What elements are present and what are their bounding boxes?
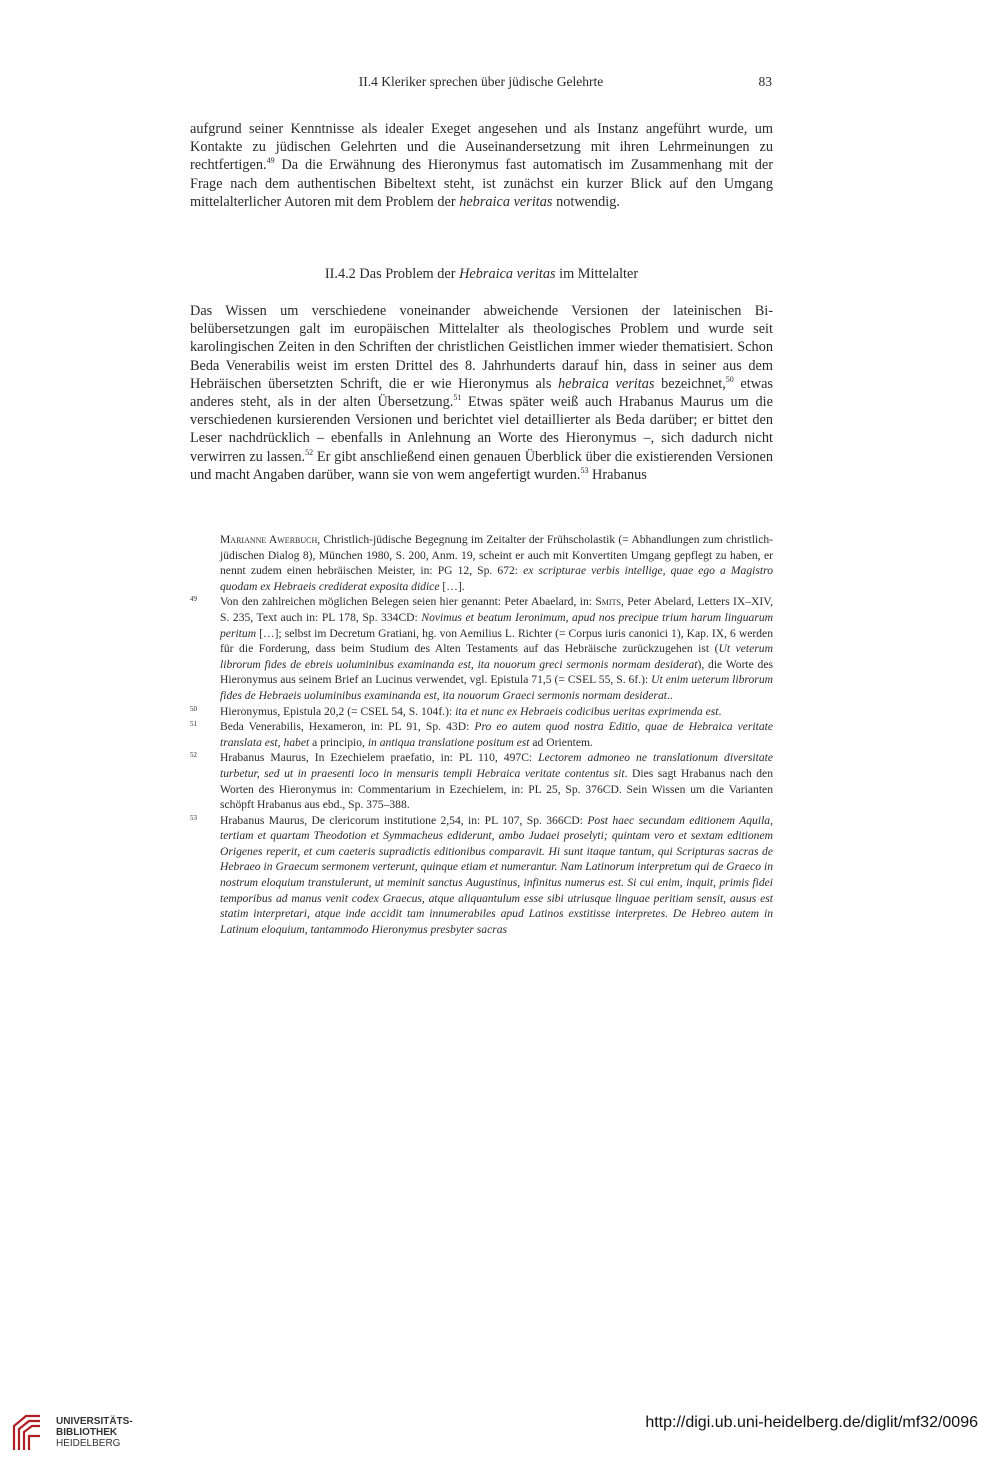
running-head bbox=[190, 74, 772, 94]
section-heading: II.4.2 Das Problem der Hebraica veritas im Mittelalter bbox=[324, 266, 639, 282]
footnote-ref-50[interactable]: 50 bbox=[725, 375, 734, 385]
body-paragraph-1: aufgrund seiner Kenntnisse als idealer Exeget angesehen und als Instanz angeführt wurde, um Kontakte zu jüdischen Gelehrten und die Auseinandersetzung mit ihren Lehrmeinungen zu rechtfertigen.$^{49}$ Da die Erwähnung des Hieronymus fast automatisch im Zusammenhang mit der Frage nach dem authentischen Bibeltext steht, ist zunächst ein kurzer Blick auf den Umgang mittelalterlicher Autoren mit dem Problem der hebraica veritas notwendig. bbox=[190, 121, 773, 210]
footnote-number: 49 bbox=[190, 595, 197, 604]
footnote-number: 53 bbox=[190, 813, 197, 822]
footnote-ref-51[interactable]: 51 bbox=[453, 393, 462, 403]
footnote-51: 51 Beda Venerabilis, Hexameron, in: PL 91, Sp. 43D: Pro eo autem quod nostra Editio, quae de Hebraica veritate translata est, habet a principio, in antiqua translatione positum est ad Orientem. bbox=[190, 719, 773, 750]
library-logo-text: UNIVERSITÄTS- BIBLIOTHEK HEIDELBERG bbox=[56, 1416, 133, 1449]
library-logo-icon bbox=[10, 1412, 50, 1454]
footnote-number: 50 bbox=[190, 704, 197, 713]
footnote-ref-53[interactable]: 53 bbox=[580, 466, 589, 476]
running-title: II.4 Kleriker sprechen über jüdische Gelehrte bbox=[358, 74, 604, 89]
page-number: 83 bbox=[758, 74, 772, 89]
footnote-number: 51 bbox=[190, 720, 197, 729]
library-logo[interactable] bbox=[10, 1412, 150, 1456]
footnote-continuation: Marianne Awerbuch, Christlich-jüdische Begegnung im Zeitalter der Frühscholastik (= Abhandlungen zum christlich-jüdischen Dialog 8), München 1980, S. 200, Anm. 19, scheint er auch mit Konvertiten Umgang gepflegt zu haben, er nennt zudem einen hebräischen Meister, in: PG 12, Sp. 672: ex scripturae verbis intellige, quae ego a Magistro quodam ex Hebraeis crediderat exposita didice […]. bbox=[220, 533, 773, 593]
footnote-53: 53 Hrabanus Maurus, De clericorum institutione 2,54, in: PL 107, Sp. 366CD: Post haec secundam editionem Aquila, tertiam et quartam Theodotion et Symmacheus ediderunt, ambo Judaei proselyti; quintam vero et sextam editionem Origenes reperit, et cum caeteris supradictis editionibus comparavit. Hi sunt itaque tantum, qui Scripturas sacras de Hebraeo in Graecum sermonem verterunt, quinque etiam et numerantur. Nam Latinorum interpretum qui de Graeco in nostrum eloquium transtulerunt, ut meminit sanctus Augustinus, infinitus numerus est. Si cui enim, inquit, primis fidei temporibus ad manus venit codex Graecus, atque aliquantulum esse sibi utriusque linguae peritiam sensit, ausus est statim interpretari, atque inde accidit tam innumerabiles apud Latinos exstitisse interpretes. De Hebreo autem in Latinum eloquium, tantammodo Hieronymus presbyter sacras bbox=[190, 813, 773, 938]
footnote-52: 52 Hrabanus Maurus, In Ezechielem praefatio, in: PL 110, 497C: Lectorem admoneo ne translationum diversitate turbetur, sed ut in praesenti loco in mensuris templi Hebraica veritate contentus sit. Dies sagt Hrabanus nach den Worten des Hieronymus in: Commentarium in Ezechielem, in: PL 25, Sp. 376CD. Sein Wissen um die Varianten schöpft Hrabanus aus ebd., Sp. 375–388. bbox=[190, 750, 773, 812]
footnotes bbox=[190, 532, 773, 937]
body-paragraph-2: Das Wissen um verschiedene voneinander abweichende Versionen der lateinischen Bibelübersetzungen galt im europäischen Mittelalter als theologisches Problem und wurde seit karolingischen Zeiten in den Schriften der christlichen Geistlichen immer wieder thematisiert. Schon Beda Venerabilis weist im ersten Drittel des 8. Jahrhunderts darauf hin, dass in seiner aus dem Hebräischen übersetzten Schrift, die er wie Hieronymus als hebraica veritas bezeichnet,$^{50}$ etwas anderes steht, als in der alten Übersetzung.$^{51}$ Etwas später weiß auch Hrabanus Maurus um die verschiedenen kursierenden Versionen und berichtet viel detaillierter als Beda darüber; er bittet den Leser nachdrücklich – ebenfalls in Anlehnung an Worte des Hieronymus –, sich dadurch nicht verwirren zu lassen.$^{52}$ Er gibt anschließend einen genauen Überblick über die existierenden Versionen und macht Angaben darüber, wann sie von wem angefertigt wurden.$^{53}$ Hrabanus bbox=[190, 303, 773, 483]
source-url-link[interactable]: http://digi.ub.uni-heidelberg.de/diglit/mf32/0096 bbox=[645, 1414, 978, 1431]
footnote-49: 49 Von den zahlreichen möglichen Belegen seien hier genannt: Peter Abaelard, in: Smits, Peter Abelard, Letters IX–XIV, S. 235, Text auch in: PL 178, Sp. 334CD: Novimus et beatum Ieronimum, apud nos precipue trium harum linguarum peritum […]; selbst im Decretum Gratiani, hg. von Aemilius L. Richter (= Corpus iuris canonici 1), Kap. IX, 6 werden für die Forderung, dass beim Studium des Alten Testaments auf das Hebräische zurückzugehen ist (Ut veterum librorum fides de ebreis uoluminibus examinanda est, ita nouorum greci sermonis normam desiderat), die Worte des Hieronymus aus seinem Brief an Lucinus verwendet, vgl. Epistula 71,5 (= CSEL 55, S. 6f.): Ut enim ueterum librorum fides de Hebraeis uoluminibus examinanda est, ita nouorum Graeci sermonis normam desiderat.. bbox=[190, 594, 773, 703]
footnote-50: 50 Hieronymus, Epistula 20,2 (= CSEL 54, S. 104f.): ita et nunc ex Hebraeis codicibus ueritas exprimenda est. bbox=[190, 704, 773, 720]
footnote-ref-49[interactable]: 49 bbox=[266, 156, 275, 166]
footnote-ref-52[interactable]: 52 bbox=[305, 447, 314, 457]
footnote-number: 52 bbox=[190, 751, 197, 760]
